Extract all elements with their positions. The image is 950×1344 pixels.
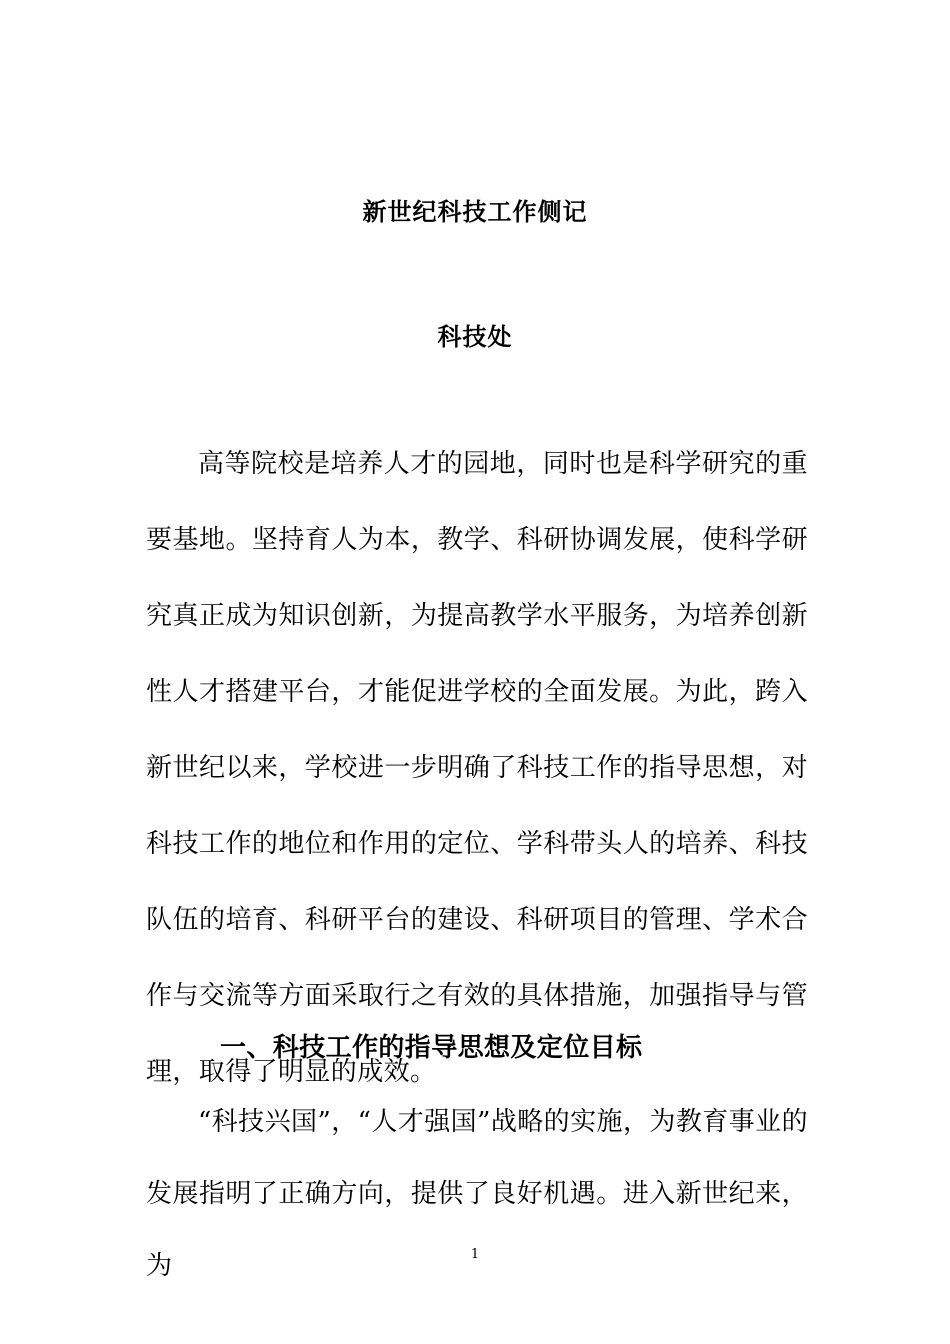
document-title: 新世纪科技工作侧记 <box>362 197 588 226</box>
body-paragraph-1: 高等院校是培养人才的园地，同时也是科学研究的重要基地。坚持育人为本，教学、科研协调发展，使科学研究真正成为知识创新，为提高教学水平服务，为培养创新性人才搭建平台，才能促进学校的全面发展。为此，跨入新世纪以来，学校进一步明确了科技工作的指导思想，对科技工作的地位和作用的定位、学科带头人的培养、科技队伍的培育、科研平台的建设、科研项目的管理、学术合作与交流等方面采取行之有效的具体措施，加强指导与管理，取得了明显的成效。 <box>146 449 808 1087</box>
page-number: 1 <box>470 1247 480 1262</box>
document-author: 科技处 <box>437 322 513 351</box>
section-heading-1: 一、科技工作的指导思想及定位目标 <box>220 1033 643 1063</box>
body-paragraph-2: “科技兴国”，“人才强国”战略的实施，为教育事业的发展指明了正确方向，提供了良好机遇。进入新世纪来，为 <box>146 1107 808 1281</box>
